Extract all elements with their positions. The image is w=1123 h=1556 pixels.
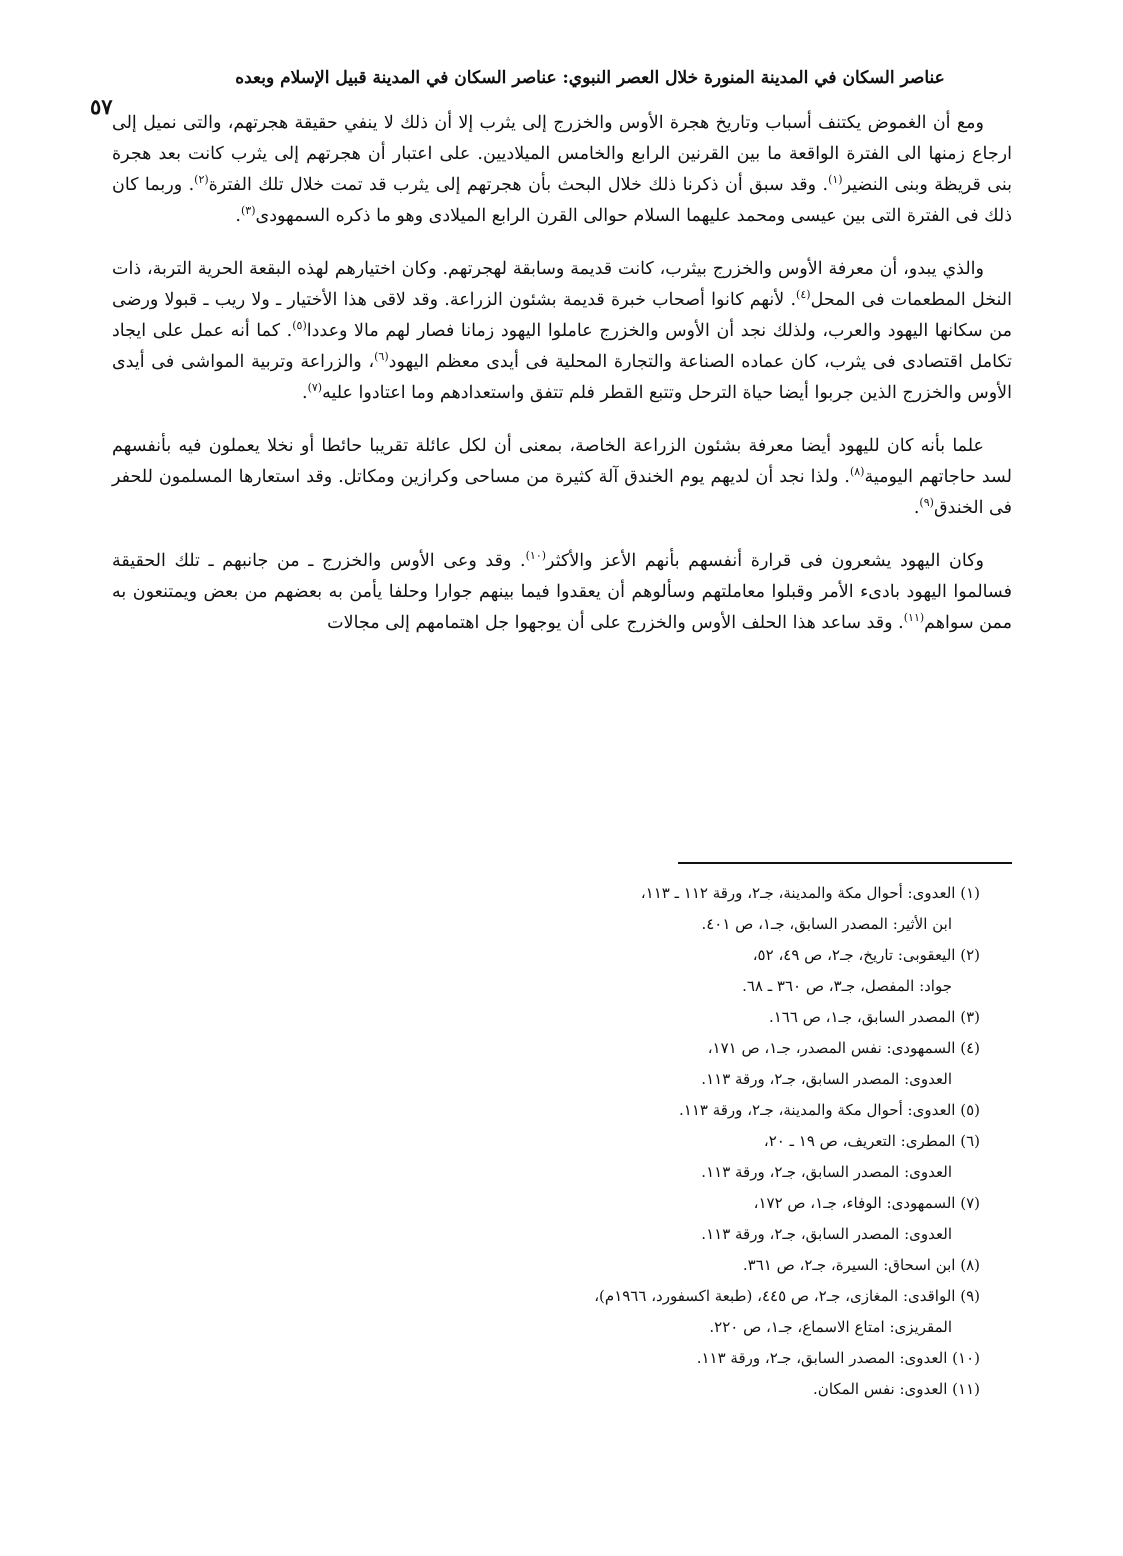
body-paragraph [112,431,1012,524]
footnote-ref: (٤) [796,288,811,302]
paragraph-text: والذي يبدو، أن معرفة الأوس والخزرج بيثرب، كانت قديمة وسابقة لهجرتهم. وكان اختيارهم لهذه البقعة الحرية التربة، ذات النخل المطعمات فى المحل [112,259,1012,310]
footnote-entry: (٨) ابن اسحاق: السيرة، جـ٢، ص ٣٦١. [742,1256,980,1274]
footnote-entry: العدوى: المصدر السابق، جـ٢، ورقة ١١٣. [701,1163,952,1181]
paragraph-text: . وربما كان ذلك فى الفترة التى بين عيسى ومحمد عليهما السلام حوالى القرن الرابع الميلادى وهو ما ذكره السمهودى [112,175,1012,226]
footnote-entry: العدوى: المصدر السابق، جـ٢، ورقة ١١٣. [701,1070,952,1088]
body-paragraph [112,546,1012,639]
footnote-ref: (٨) [849,465,865,479]
paragraph-text: . [235,206,241,226]
footnote-entry: (٧) السمهودى: الوفاء، جـ١، ص ١٧٢، [753,1194,980,1212]
running-header: عناصر السكان في المدينة المنورة خلال العصر النبوي: عناصر السكان في المدينة قبيل الإسلام وبعده [235,68,945,88]
footnotes [360,878,980,1405]
body-paragraph [112,108,1012,232]
paragraph-text: ، والزراعة وتربية المواشى فى أيدى الأوس والخزرج الذين جربوا أيضا حياة الترحل وتتبع القطر فلم تتفق واستعدادهم وما اعتادوا عليه [112,352,1012,403]
footnote-ref: (٩) [919,496,934,510]
body-paragraph [112,254,1012,409]
footnote-entry: (٣) المصدر السابق، جـ١، ص ١٦٦. [768,1008,980,1026]
footnote-entry: (٥) العدوى: أحوال مكة والمدينة، جـ٢، ورقة ١١٣. [679,1101,980,1119]
paragraph-text: . [302,383,308,403]
paragraph-text: ومع أن الغموض يكتنف أسباب وتاريخ هجرة الأوس والخزرج إلى يثرب إلا أن ذلك لا ينفي حقيقة هجرتهم، والتى نميل إلى ارجاع زمنها الى الفترة الواقعة ما بين القرنين الرابع والخامس الميلاديين. على اعتبار أن هجرتهم إلى يثرب كانت بعد هجرة بنى قريظة وبنى النضير [112,113,1012,195]
footnote-entry: (١١) العدوى: نفس المكان. [813,1380,980,1398]
footnote-entry: ابن الأثير: المصدر السابق، جـ١، ص ٤٠١. [701,915,952,933]
footnote-ref: (٥) [292,319,307,333]
footnote-entry: (٩) الواقدى: المغازى، جـ٢، ص ٤٤٥، (طبعة اكسفورد، ١٩٦٦م)، [594,1287,980,1305]
paragraph-text: . وقد سبق أن ذكرنا ذلك خلال البحث بأن هجرتهم إلى يثرب قد تمت خلال تلك الفترة [208,175,829,195]
footnote-ref: (١٠) [525,549,547,563]
paragraph-text: . ولذا نجد أن لديهم يوم الخندق آلة كثيرة من مساحى وكرازين ومكاتل. وقد استعارها المسلمون للحفر فى الخندق [112,467,1012,518]
footnote-ref: (٣) [241,204,256,218]
footnote-ref: (٢) [194,173,209,187]
paragraph-text: . وقد ساعد هذا الحلف الأوس والخزرج على أن يوجهوا جل اهتمامهم إلى مجالات [327,613,904,633]
footnote-entry: (٢) اليعقوبى: تاريخ، جـ٢، ص ٤٩، ٥٢، [752,946,980,964]
paragraph-text: . [913,498,920,518]
footnote-entry: (١٠) العدوى: المصدر السابق، جـ٢، ورقة ١١٣. [696,1349,980,1367]
footnote-entry: المقريزى: امتاع الاسماع، جـ١، ص ٢٢٠. [709,1318,952,1336]
footnote-entry: (١) العدوى: أحوال مكة والمدينة، جـ٢، ورقة ١١٢ ـ ١١٣، [640,884,980,902]
footnote-entry: (٤) السمهودى: نفس المصدر، جـ١، ص ١٧١، [707,1039,980,1057]
paragraph-text: . كما أنه عمل على ايجاد تكامل اقتصادى فى يثرب، كان عماده الصناعة والتجارة المحلية فى أيدى معظم اليهود [112,321,1012,372]
footnote-ref: (٦) [374,350,389,364]
footnote-entry: (٦) المطرى: التعريف، ص ١٩ ـ ٢٠، [763,1132,980,1150]
footnote-entry: جواد: المفصل، جـ٣، ص ٣٦٠ ـ ٦٨. [742,977,952,995]
body-text [112,108,1012,661]
footnote-ref: (١١) [903,611,925,625]
page-number: ٥٧ [90,94,113,119]
paragraph-text: . لأنهم كانوا أصحاب خبرة قديمة بشئون الزراعة. وقد لاقى هذا الأختيار ـ ولا ريب ـ قبولا ورضى من سكانها اليهود والعرب، ولذلك نجد أن الأوس والخزرج عاملوا اليهود زمانا فصار لهم مالا وعددا [112,290,1012,341]
footnote-entry: العدوى: المصدر السابق، جـ٢، ورقة ١١٣. [701,1225,952,1243]
footnote-ref: (٧) [307,381,323,395]
footnote-divider [678,862,1012,864]
paragraph-text: علما بأنه كان لليهود أيضا معرفة بشئون الزراعة الخاصة، بمعنى أن لكل عائلة تقريبا حائطا أو نخلا يعملون فيه بأنفسهم لسد حاجاتهم اليومية [112,436,1012,487]
footnote-ref: (١) [828,173,843,187]
paragraph-text: . وقد وعى الأوس والخزرج ـ من جانبهم ـ تلك الحقيقة فسالموا اليهود بادىء الأمر وقبلوا معاملتهم وسألوهم أن يعقدوا فيما بينهم جوارا وحلفا يأمن به بعضهم من بعض ويمتنعون به ممن سواهم [112,551,1012,633]
paragraph-text: وكان اليهود يشعرون فى قرارة أنفسهم بأنهم الأعز والأكثر [546,551,984,571]
